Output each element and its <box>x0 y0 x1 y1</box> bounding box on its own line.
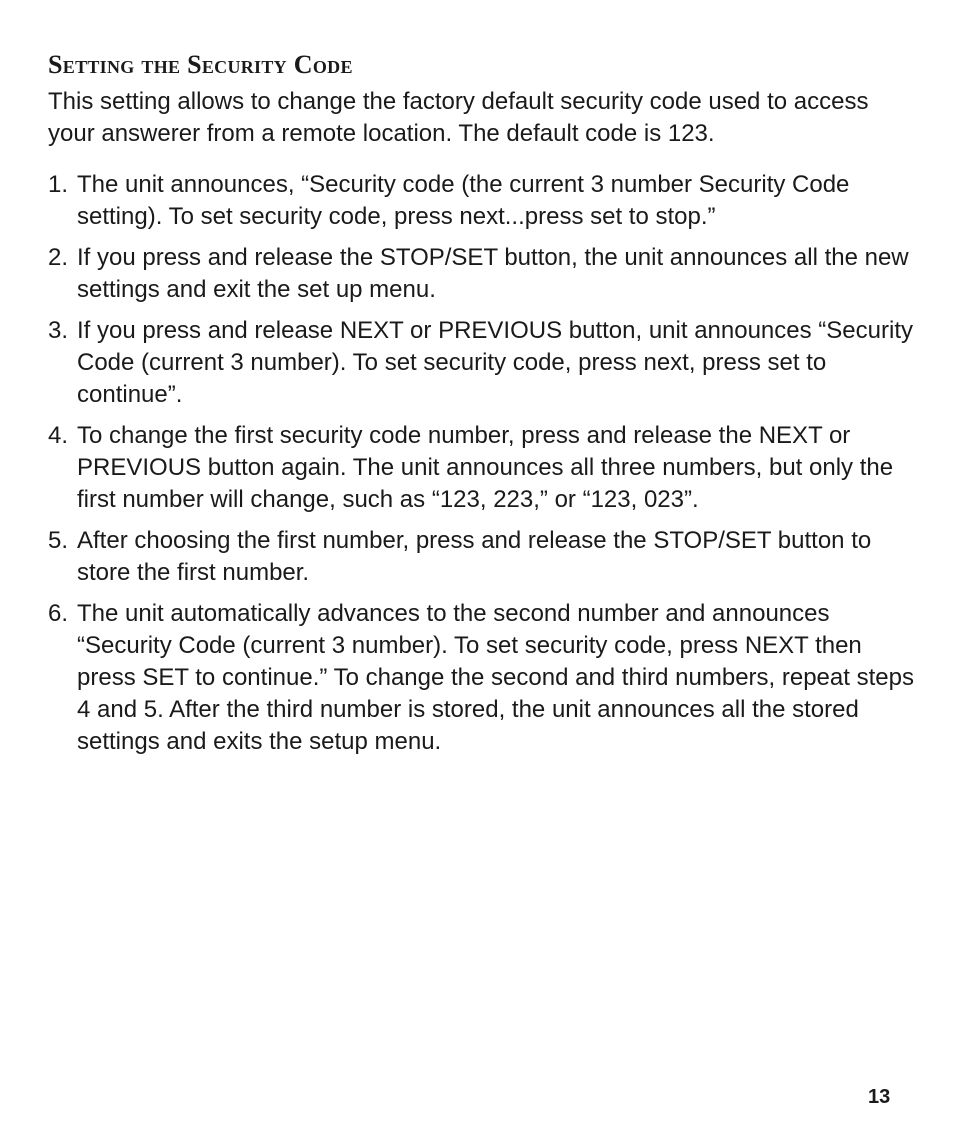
step-number: 4. <box>48 422 69 449</box>
step-text: The unit automatically advances to the second number and announces “Security Code (current 3 number). To set security code, press NEXT then press SET to continue.” To change the second and third numbers, repeat steps 4 and 5. After the third number is stored, the unit announces all the stored settings and exits the setup menu. <box>77 600 914 755</box>
step-item <box>48 315 914 411</box>
step-text: If you press and release NEXT or PREVIOUS button, unit announces “Security Code (current 3 number). To set security code, press next, press set to continue”. <box>77 317 913 408</box>
step-item <box>48 242 914 306</box>
step-item <box>48 525 914 589</box>
step-number: 5. <box>48 527 69 554</box>
manual-page <box>48 50 914 767</box>
step-text: The unit announces, “Security code (the current 3 number Security Code setting). To set security code, press next...press set to stop.” <box>77 171 850 230</box>
step-item <box>48 420 914 516</box>
step-item <box>48 169 914 233</box>
step-text: After choosing the first number, press and release the STOP/SET button to store the first number. <box>77 527 872 586</box>
step-number: 6. <box>48 600 69 627</box>
steps-list <box>48 169 914 758</box>
page-number: 13 <box>868 1086 891 1108</box>
step-number: 2. <box>48 244 69 271</box>
intro-paragraph: This setting allows to change the factory default security code used to access your answerer from a remote location. The default code is 123. <box>48 88 869 147</box>
step-number: 1. <box>48 171 69 198</box>
step-text: To change the first security code number, press and release the NEXT or PREVIOUS button again. The unit announces all three numbers, but only the first number will change, such as “123, 223,” or “123, 023”. <box>77 422 894 513</box>
step-text: If you press and release the STOP/SET button, the unit announces all the new settings and exit the set up menu. <box>77 244 909 303</box>
section-heading: Setting the Security Code <box>48 50 353 79</box>
step-item <box>48 598 914 758</box>
step-number: 3. <box>48 317 69 344</box>
